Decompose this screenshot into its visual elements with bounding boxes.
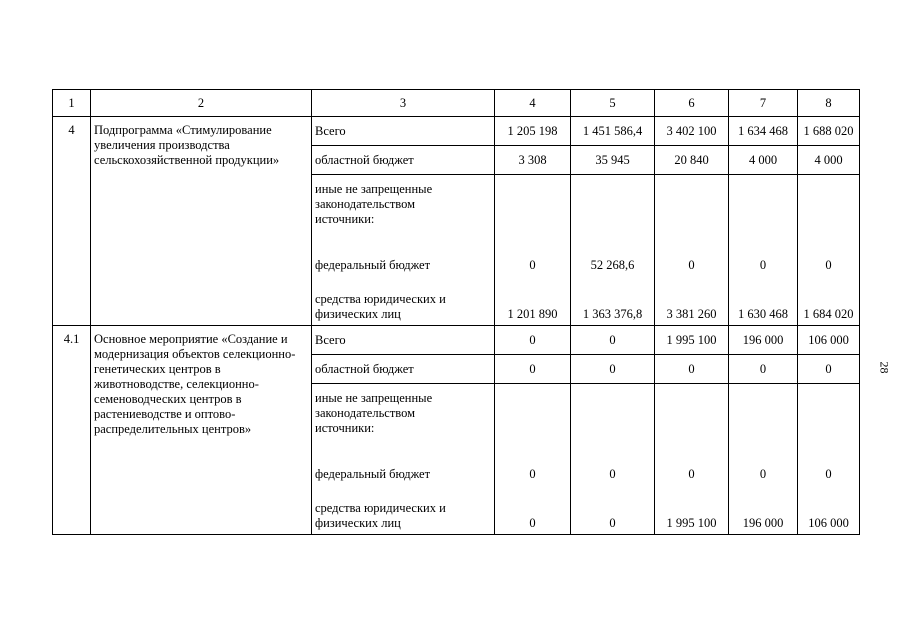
- sources-cell: [312, 384, 495, 535]
- sources-values-cell: [729, 384, 798, 535]
- program-name: Основное мероприятие «Создание и модернизация объектов селекционно-генетических центров в животноводстве, селекционно-семеноводческих центров в растениеводстве и оптово-распределительных центров»: [91, 326, 312, 535]
- sources-cell: [312, 175, 495, 326]
- regional-value: 4 000: [729, 146, 798, 175]
- header-cell: 7: [729, 90, 798, 117]
- total-value: 1 205 198: [495, 117, 571, 146]
- header-row: [53, 90, 860, 117]
- regional-label: областной бюджет: [312, 146, 495, 175]
- sources-values-cell: [798, 175, 860, 326]
- legal-value: 1 363 376,8: [582, 307, 643, 321]
- sources-values-cell: [655, 384, 729, 535]
- budget-table: [52, 89, 860, 535]
- legal-value: 1 684 020: [803, 307, 854, 321]
- regional-value: 4 000: [798, 146, 860, 175]
- total-value: 0: [495, 326, 571, 355]
- legal-value: 1 201 890: [507, 307, 558, 321]
- header-cell: 4: [495, 90, 571, 117]
- legal-value: 196 000: [742, 516, 784, 530]
- sources-values-cell: [798, 384, 860, 535]
- regional-value: 0: [571, 355, 655, 384]
- table-row: [53, 117, 860, 146]
- table-row: [53, 326, 860, 355]
- regional-label: областной бюджет: [312, 355, 495, 384]
- total-value: 106 000: [798, 326, 860, 355]
- regional-value: 3 308: [495, 146, 571, 175]
- regional-value: 0: [655, 355, 729, 384]
- federal-value: 52 268,6: [590, 257, 635, 272]
- page-number: 28: [877, 361, 892, 374]
- regional-value: 0: [729, 355, 798, 384]
- total-value: 1 634 468: [729, 117, 798, 146]
- header-cell: 5: [571, 90, 655, 117]
- sources-values-cell: [571, 175, 655, 326]
- header-cell: 6: [655, 90, 729, 117]
- legal-label: средства юридических и физических лиц: [315, 501, 446, 530]
- federal-value: 0: [529, 466, 536, 481]
- federal-value: 0: [688, 466, 695, 481]
- header-cell: 3: [312, 90, 495, 117]
- other-sources-label: иные не запрещенные законодательством источники:: [315, 182, 433, 226]
- legal-value: 0: [529, 516, 536, 530]
- program-name: Подпрограмма «Стимулирование увеличения производства сельскохозяйственной продукции»: [91, 117, 312, 326]
- federal-value: 0: [688, 257, 695, 272]
- legal-value: 1 995 100: [666, 516, 717, 530]
- legal-value: 0: [609, 516, 616, 530]
- legal-value: 3 381 260: [666, 307, 717, 321]
- total-value: 1 451 586,4: [571, 117, 655, 146]
- federal-label: федеральный бюджет: [315, 257, 431, 272]
- regional-value: 0: [798, 355, 860, 384]
- federal-label: федеральный бюджет: [315, 466, 431, 481]
- total-label: Всего: [312, 117, 495, 146]
- header-cell: 2: [91, 90, 312, 117]
- federal-value: 0: [759, 257, 767, 272]
- header-cell: 1: [53, 90, 91, 117]
- total-label: Всего: [312, 326, 495, 355]
- total-value: 0: [571, 326, 655, 355]
- federal-value: 0: [825, 466, 832, 481]
- row-number: 4: [53, 117, 91, 326]
- legal-value: 1 630 468: [738, 307, 788, 321]
- total-value: 1 688 020: [798, 117, 860, 146]
- legal-value: 106 000: [808, 516, 849, 530]
- total-value: 1 995 100: [655, 326, 729, 355]
- federal-value: 0: [825, 257, 832, 272]
- sources-values-cell: [729, 175, 798, 326]
- total-value: 3 402 100: [655, 117, 729, 146]
- regional-value: 0: [495, 355, 571, 384]
- federal-value: 0: [609, 466, 616, 481]
- row-number: 4.1: [53, 326, 91, 535]
- sources-values-cell: [495, 384, 571, 535]
- federal-value: 0: [759, 466, 767, 481]
- federal-value: 0: [529, 257, 536, 272]
- other-sources-label: иные не запрещенные законодательством источники:: [315, 391, 433, 435]
- header-cell: 8: [798, 90, 860, 117]
- regional-value: 35 945: [571, 146, 655, 175]
- sources-values-cell: [655, 175, 729, 326]
- total-value: 196 000: [729, 326, 798, 355]
- legal-label: средства юридических и физических лиц: [315, 292, 446, 321]
- sources-values-cell: [571, 384, 655, 535]
- regional-value: 20 840: [655, 146, 729, 175]
- sources-values-cell: [495, 175, 571, 326]
